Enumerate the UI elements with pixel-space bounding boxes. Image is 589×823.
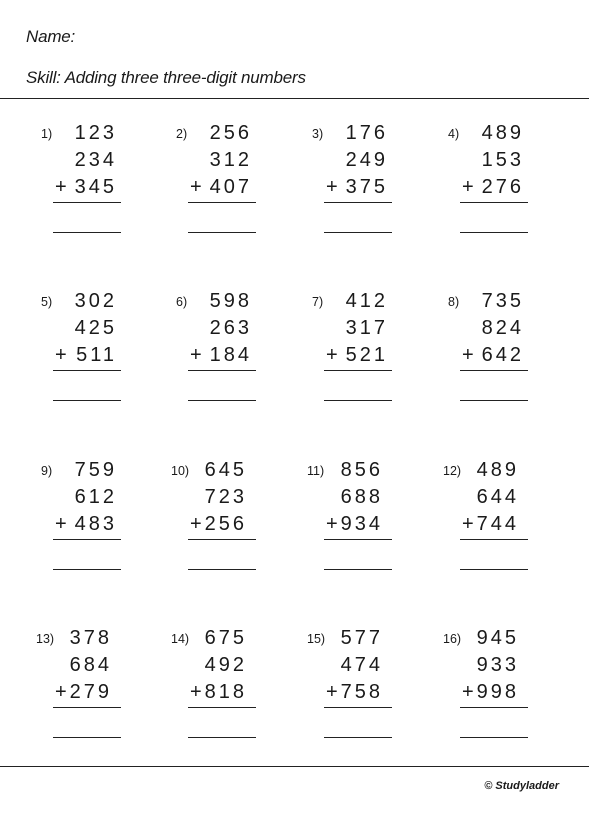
problem-number: 10)	[171, 464, 190, 478]
plus-sign: +	[326, 176, 338, 198]
addend-2: 263	[209, 317, 252, 339]
addend-1: 489	[476, 459, 519, 481]
addend-1: 256	[209, 122, 252, 144]
addend-1: 945	[476, 627, 519, 649]
plus-sign: +	[326, 513, 338, 535]
problem-4	[448, 120, 544, 240]
answer-blank[interactable]	[188, 232, 256, 233]
addend-3: 345	[74, 176, 117, 198]
problem-11	[307, 457, 403, 577]
answer-blank[interactable]	[324, 737, 392, 738]
answer-blank[interactable]	[188, 569, 256, 570]
addend-2: 492	[204, 654, 247, 676]
problem-12	[443, 457, 539, 577]
sum-line	[324, 707, 392, 708]
answer-blank[interactable]	[324, 232, 392, 233]
answer-blank[interactable]	[53, 232, 121, 233]
addend-3: 521	[345, 344, 388, 366]
addend-2: 612	[74, 486, 117, 508]
answer-blank[interactable]	[460, 569, 528, 570]
problem-16	[443, 625, 539, 745]
problem-number: 3)	[312, 127, 324, 141]
addend-1: 123	[74, 122, 117, 144]
problem-number: 9)	[41, 464, 53, 478]
answer-blank[interactable]	[324, 569, 392, 570]
addend-1: 176	[345, 122, 388, 144]
addend-3: 642	[481, 344, 524, 366]
addend-1: 856	[340, 459, 383, 481]
addend-3: 184	[209, 344, 252, 366]
answer-blank[interactable]	[53, 737, 121, 738]
addend-2: 312	[209, 149, 252, 171]
problem-13	[36, 625, 132, 745]
addend-3: 375	[345, 176, 388, 198]
problem-number: 15)	[307, 632, 326, 646]
addend-2: 723	[204, 486, 247, 508]
plus-sign: +	[462, 513, 474, 535]
problem-8	[448, 288, 544, 408]
addend-2: 249	[345, 149, 388, 171]
problem-7	[312, 288, 408, 408]
plus-sign: +	[326, 681, 338, 703]
sum-line	[53, 370, 121, 371]
sum-line	[53, 202, 121, 203]
plus-sign: +	[55, 681, 67, 703]
sum-line	[460, 202, 528, 203]
addend-2: 425	[74, 317, 117, 339]
addend-1: 598	[209, 290, 252, 312]
problem-5	[41, 288, 137, 408]
answer-blank[interactable]	[53, 400, 121, 401]
answer-blank[interactable]	[53, 569, 121, 570]
plus-sign: +	[190, 176, 202, 198]
addend-3: 256	[204, 513, 247, 535]
sum-line	[324, 202, 392, 203]
name-label: Name:	[26, 27, 76, 46]
problem-3	[312, 120, 408, 240]
sum-line	[53, 539, 121, 540]
addend-1: 577	[340, 627, 383, 649]
addend-2: 234	[74, 149, 117, 171]
problem-number: 14)	[171, 632, 190, 646]
addend-1: 735	[481, 290, 524, 312]
sum-line	[188, 539, 256, 540]
skill-title: Skill: Adding three three-digit numbers	[26, 68, 306, 87]
addend-2: 933	[476, 654, 519, 676]
addend-1: 302	[74, 290, 117, 312]
footer-divider	[0, 766, 589, 767]
addend-1: 759	[74, 459, 117, 481]
problem-9	[41, 457, 137, 577]
plus-sign: +	[462, 344, 474, 366]
problem-number: 4)	[448, 127, 460, 141]
addend-1: 412	[345, 290, 388, 312]
problem-10	[171, 457, 267, 577]
addend-3: 483	[74, 513, 117, 535]
header-divider	[0, 98, 589, 99]
plus-sign: +	[190, 344, 202, 366]
addend-1: 675	[204, 627, 247, 649]
problem-1	[41, 120, 137, 240]
addend-1: 489	[481, 122, 524, 144]
problem-number: 11)	[307, 464, 325, 478]
addend-2: 153	[481, 149, 524, 171]
addend-3: 758	[340, 681, 383, 703]
addend-1: 645	[204, 459, 247, 481]
problem-number: 16)	[443, 632, 462, 646]
problem-number: 8)	[448, 295, 460, 309]
sum-line	[188, 370, 256, 371]
sum-line	[188, 202, 256, 203]
addend-1: 378	[69, 627, 112, 649]
problem-number: 6)	[176, 295, 188, 309]
problem-number: 12)	[443, 464, 462, 478]
addend-3: 934	[340, 513, 383, 535]
sum-line	[460, 707, 528, 708]
problem-2	[176, 120, 272, 240]
sum-line	[324, 370, 392, 371]
problem-number: 1)	[41, 127, 53, 141]
answer-blank[interactable]	[460, 232, 528, 233]
sum-line	[188, 707, 256, 708]
addend-3: 818	[204, 681, 247, 703]
addend-2: 824	[481, 317, 524, 339]
addend-2: 644	[476, 486, 519, 508]
plus-sign: +	[55, 344, 67, 366]
sum-line	[460, 370, 528, 371]
plus-sign: +	[55, 513, 67, 535]
addend-3: 998	[476, 681, 519, 703]
problem-number: 7)	[312, 295, 324, 309]
problem-number: 2)	[176, 127, 188, 141]
addend-2: 688	[340, 486, 383, 508]
answer-blank[interactable]	[324, 400, 392, 401]
problem-number: 13)	[36, 632, 55, 646]
plus-sign: +	[55, 176, 67, 198]
addend-2: 474	[340, 654, 383, 676]
sum-line	[53, 707, 121, 708]
addend-2: 684	[69, 654, 112, 676]
problem-15	[307, 625, 403, 745]
addend-3: 407	[209, 176, 252, 198]
problem-6	[176, 288, 272, 408]
plus-sign: +	[190, 513, 202, 535]
addend-2: 317	[345, 317, 388, 339]
plus-sign: +	[462, 681, 474, 703]
addend-3: 276	[481, 176, 524, 198]
sum-line	[460, 539, 528, 540]
answer-blank[interactable]	[188, 737, 256, 738]
answer-blank[interactable]	[460, 737, 528, 738]
plus-sign: +	[326, 344, 338, 366]
sum-line	[324, 539, 392, 540]
plus-sign: +	[462, 176, 474, 198]
problem-number: 5)	[41, 295, 53, 309]
answer-blank[interactable]	[188, 400, 256, 401]
addend-3: 279	[69, 681, 112, 703]
addend-3: 511	[76, 344, 117, 366]
problem-14	[171, 625, 267, 745]
answer-blank[interactable]	[460, 400, 528, 401]
addend-3: 744	[476, 513, 519, 535]
plus-sign: +	[190, 681, 202, 703]
copyright-notice: © Studyladder	[484, 780, 559, 792]
